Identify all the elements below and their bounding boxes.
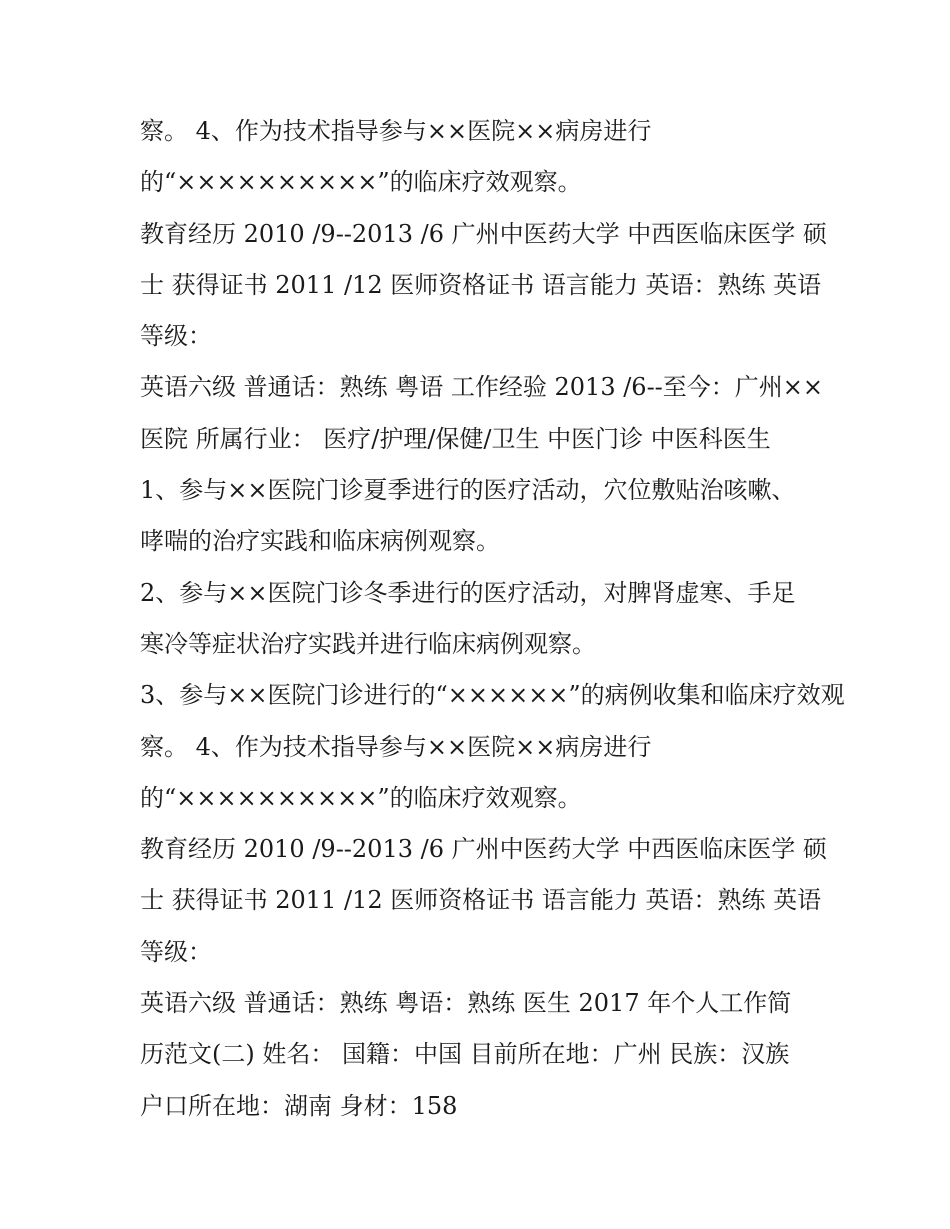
text-line-9: 哮喘的治疗实践和临床病例观察。 (140, 527, 500, 556)
text-line-4: 士 获得证书 2011 /12 医师资格证书 语言能力 英语：熟练 英语 (140, 270, 822, 299)
text-line-17: 等级： (140, 937, 212, 966)
text-line-20: 户口所在地：湖南 身材：158 (140, 1091, 458, 1120)
text-line-11: 寒冷等症状治疗实践并进行临床病例观察。 (140, 629, 596, 658)
text-line-8: 1、参与××医院门诊夏季进行的医疗活动，穴位敷贴治咳嗽、 (140, 476, 796, 505)
text-line-14: 的“××××××××××”的临床疗效观察。 (140, 783, 582, 812)
text-line-3: 教育经历 2010 /9--2013 /6 广州中医药大学 中西医临床医学 硕 (140, 219, 827, 248)
text-line-2: 的“××××××××××”的临床疗效观察。 (140, 168, 582, 197)
text-line-12: 3、参与××医院门诊进行的“××××××”的病例收集和临床疗效观 (140, 681, 845, 710)
document-body (140, 106, 845, 1132)
text-line-7: 医院 所属行业： 医疗/护理/保健/卫生 中医门诊 中医科医生 (140, 424, 771, 453)
text-line-15: 教育经历 2010 /9--2013 /6 广州中医药大学 中西医临床医学 硕 (140, 835, 827, 864)
text-line-18: 英语六级 普通话：熟练 粤语：熟练 医生 2017 年个人工作简 (140, 989, 792, 1018)
text-line-16: 士 获得证书 2011 /12 医师资格证书 语言能力 英语：熟练 英语 (140, 886, 822, 915)
text-line-5: 等级： (140, 322, 212, 351)
text-line-10: 2、参与××医院门诊冬季进行的医疗活动，对脾肾虚寒、手足 (140, 578, 796, 607)
text-line-6: 英语六级 普通话：熟练 粤语 工作经验 2013 /6--至今：广州×× (140, 373, 824, 402)
text-line-19: 历范文(二) 姓名： 国籍：中国 目前所在地：广州 民族：汉族 (140, 1040, 790, 1069)
text-line-13: 察。 4、作为技术指导参与××医院××病房进行 (140, 732, 652, 761)
text-line-1: 察。 4、作为技术指导参与××医院××病房进行 (140, 117, 652, 145)
